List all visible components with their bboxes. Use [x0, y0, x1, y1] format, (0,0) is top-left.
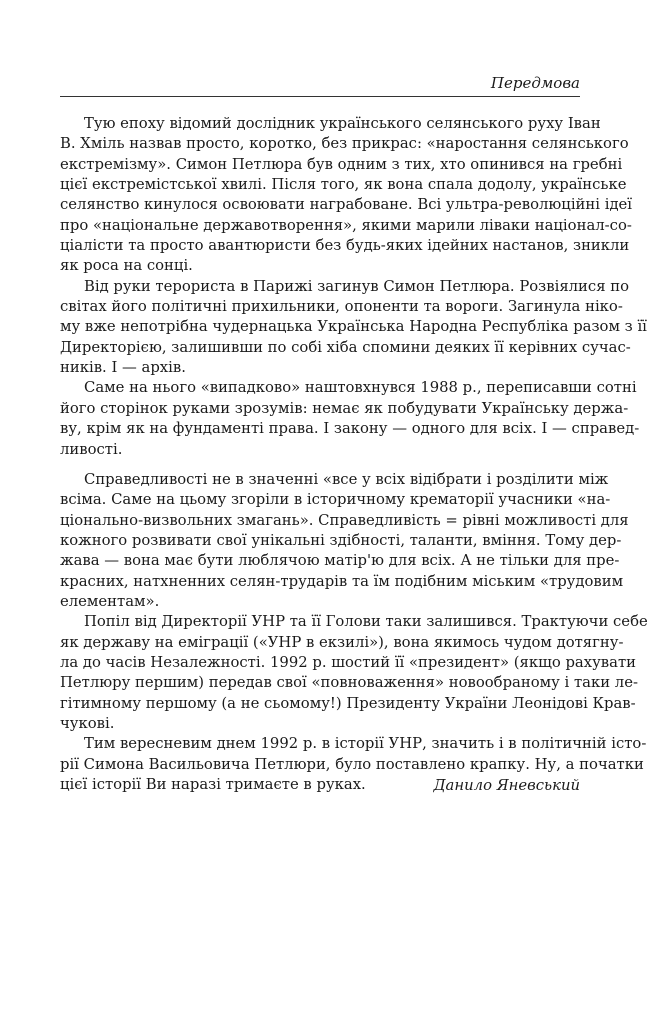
paragraph: [60, 277, 647, 379]
text-line: Справедливості не в значенні «все у всіх відібрати і розділити між: [84, 470, 609, 488]
text-line: рії Симона Васильовича Петлюри, було поставлено крапку. Ну, а початки: [60, 755, 644, 773]
text-line: Тим вересневим днем 1992 р. в історії УНР, значить і в політичній істо-: [84, 735, 647, 753]
paragraph: [60, 114, 633, 277]
text-line: Від руки терориста в Парижі загинув Симон Петлюра. Розвіялися по: [84, 277, 630, 295]
text-line: світах його політичні прихильники, опоненти та вороги. Загинула ніко-: [60, 298, 623, 316]
text-line: ла до часів Незалежності. 1992 р. шостий її «президент» (якщо рахувати: [60, 653, 637, 671]
text-line: про «національне державотворення», якими марили ліваки націонал-со-: [60, 216, 632, 234]
running-header-title: Передмова: [490, 74, 580, 92]
text-line: Петлюру першим) передав свої «повноваження» новообраному і таки ле-: [60, 674, 638, 692]
text-line: елементам».: [60, 592, 160, 610]
text-line: селянство кинулося освоювати награбоване. Всі ультра-революційні ідеї: [60, 196, 633, 214]
text-line: цієї історії Ви наразі тримаєте в руках.: [60, 776, 366, 793]
text-line: Попіл від Директорії УНР та її Голови таки залишився. Трактуючи себе: [84, 613, 648, 631]
text-line: В. Хміль назвав просто, коротко, без прикрас: «наростання селянського: [60, 135, 629, 153]
text-line: ву, крім як на фундаменті права. І закону — одного для всіх. І — справед-: [60, 420, 640, 438]
text-line: ників. І — архів.: [60, 359, 186, 377]
text-line: кожного розвивати свої унікальні здібності, таланти, вміння. Тому дер-: [60, 531, 622, 549]
paragraph: [60, 612, 648, 734]
body-text: [60, 114, 648, 795]
paragraph: [60, 470, 629, 612]
text-line: жава — вона має бути люблячою матір'ю для всіх. А не тільки для пре-: [60, 552, 620, 570]
text-line: красних, натхненних селян-трударів та їм подібним міським «трудовим: [60, 572, 624, 590]
header-rule: [60, 96, 580, 97]
text-line: Саме на нього «випадково» наштовхнувся 1988 р., переписавши сотні: [84, 379, 637, 397]
text-line: як роса на сонці.: [60, 257, 193, 275]
text-line: цієї екстремістської хвилі. Після того, як вона спала додолу, українське: [60, 176, 627, 194]
text-line: екстремізму». Симон Петлюра був одним з тих, хто опинився на гребні: [60, 155, 623, 173]
text-line: ціонально-визвольних змагань». Справедливість = рівні можливості для: [60, 511, 629, 529]
text-line: його сторінок руками зрозумів: немає як побудувати Українську держа-: [60, 399, 629, 417]
text-line: як державу на еміграції («УНР в екзилі»), вона якимось чудом дотягну-: [60, 633, 624, 651]
text-line: Директорією, залишивши по собі хіба спомини деяких її керівних сучас-: [60, 338, 631, 356]
paragraph-gap: [60, 460, 580, 470]
text-line: Тую епоху відомий дослідник українського селянського руху Іван: [84, 115, 601, 132]
text-line: му вже непотрібна чудернацька Українська Народна Республіка разом з її: [60, 318, 647, 336]
author-signature: Данило Яневський: [433, 777, 580, 794]
text-line: ціалісти та просто авантюристи без будь-яких ідейних настанов, зникли: [60, 237, 630, 255]
text-line: ливості.: [60, 440, 123, 458]
paragraph: [60, 378, 640, 459]
text-line: чукові.: [60, 714, 115, 732]
text-line: гітимному першому (а не сьомому!) Президенту України Леонідові Крав-: [60, 694, 636, 712]
text-line: всіма. Саме на цьому згоріли в історичному крематорії учасники «на-: [60, 491, 611, 509]
